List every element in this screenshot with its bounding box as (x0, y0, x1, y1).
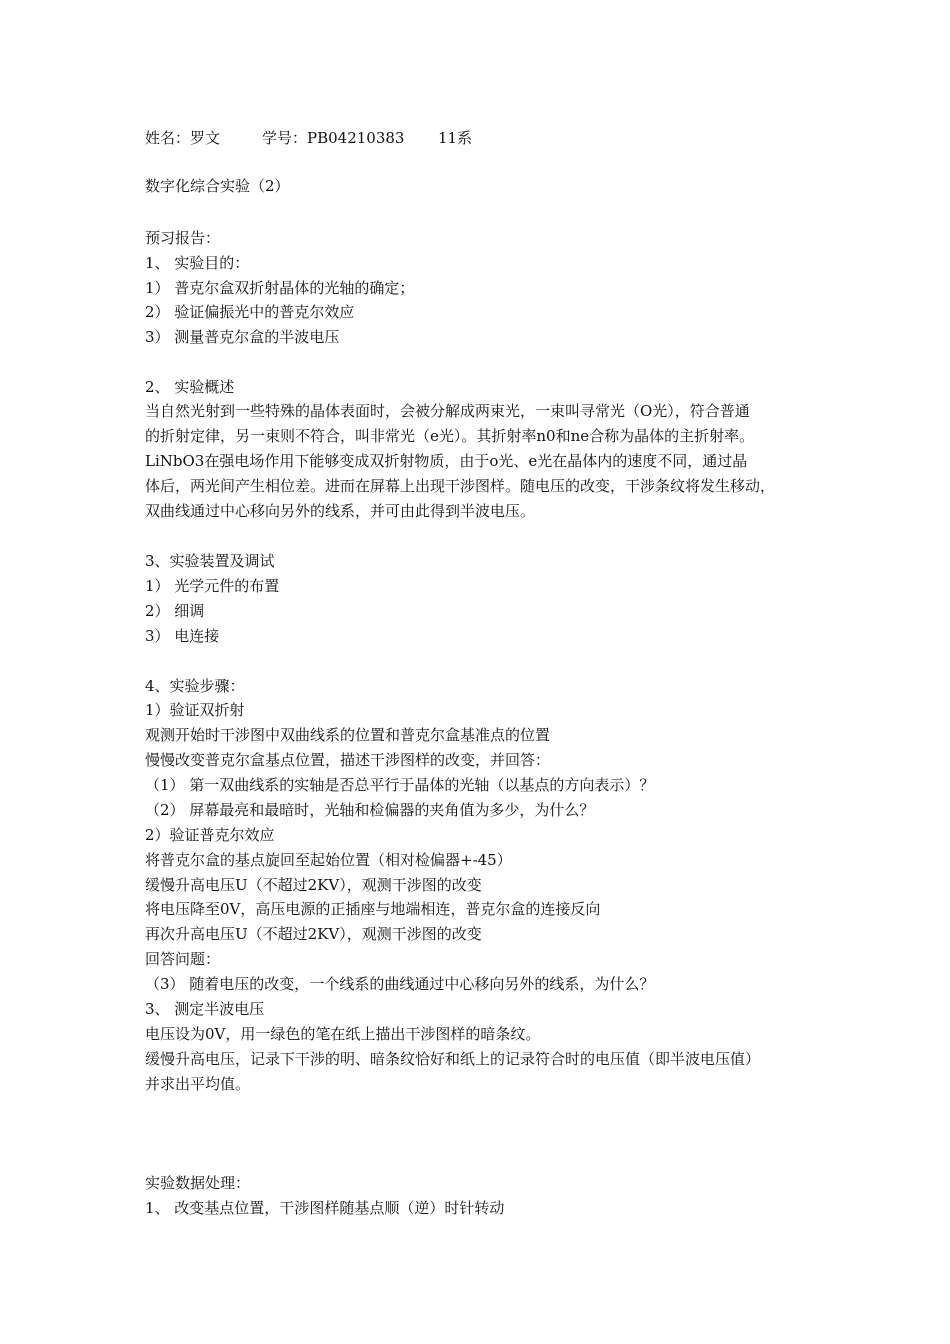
overview-line: 体后，两光间产生相位差。进而在屏幕上出现干涉图样。随电压的改变，干涉条纹将发生移动， (145, 477, 776, 495)
overview-line: 双曲线通过中心移向另外的线系，并可由此得到半波电压。 (145, 502, 536, 520)
setup-item: 3） 电连接 (145, 627, 220, 645)
steps-line: 并求出平均值。 (145, 1075, 251, 1093)
setup-item: 2） 细调 (145, 602, 205, 620)
steps-line: 电压设为0V，用一绿色的笔在纸上描出干涉图样的暗条纹。 (145, 1025, 541, 1043)
preview-heading: 预习报告： (145, 229, 221, 247)
steps-line: 将普克尔盒的基点旋回至起始位置（相对检偏器+-45） (145, 851, 512, 869)
steps-line: 缓慢升高电压，记录下干涉的明、暗条纹恰好和纸上的记录符合时的电压值（即半波电压值） (145, 1050, 761, 1068)
data-processing-heading: 实验数据处理： (145, 1174, 251, 1192)
data-processing-line: 1、 改变基点位置，干涉图样随基点顺（逆）时针转动 (145, 1199, 505, 1217)
steps-heading: 4、实验步骤： (145, 677, 245, 695)
overview-line: 的折射定律，另一束则不符合，叫非常光（e光）。其折射率n0和ne合称为晶体的主折射率。 (145, 427, 755, 445)
student-id: 学号：PB04210383 (262, 129, 405, 147)
purpose-heading: 1、 实验目的： (145, 254, 250, 272)
steps-question: （1） 第一双曲线系的实轴是否总平行于晶体的光轴（以基点的方向表示）？ (145, 776, 655, 794)
steps-line: 缓慢升高电压U（不超过2KV），观测干涉图的改变 (145, 876, 482, 894)
purpose-item: 3） 测量普克尔盒的半波电压 (145, 328, 340, 346)
steps-line: 回答问题： (145, 950, 221, 968)
purpose-item: 1） 普克尔盒双折射晶体的光轴的确定； (145, 279, 415, 297)
overview-heading: 2、 实验概述 (145, 378, 235, 396)
student-name: 姓名：罗文 (145, 129, 221, 147)
steps-line: 1）验证双折射 (145, 701, 245, 719)
overview-line: 当自然光射到一些特殊的晶体表面时，会被分解成两束光，一束叫寻常光（O光），符合普通 (145, 402, 750, 420)
setup-item: 1） 光学元件的布置 (145, 577, 280, 595)
steps-question: （3） 随着电压的改变，一个线系的曲线通过中心移向另外的线系，为什么？ (145, 975, 655, 993)
department: 11系 (438, 129, 473, 147)
setup-heading: 3、实验装置及调试 (145, 552, 275, 570)
steps-line: 再次升高电压U（不超过2KV），观测干涉图的改变 (145, 925, 482, 943)
steps-line: 将电压降至0V，高压电源的正插座与地端相连，普克尔盒的连接反向 (145, 900, 601, 918)
overview-line: LiNbO3在强电场作用下能够变成双折射物质，由于o光、e光在晶体内的速度不同，通过晶 (145, 452, 748, 470)
steps-line: 3、 测定半波电压 (145, 1000, 265, 1018)
document-title: 数字化综合实验（2） (145, 177, 290, 195)
steps-question: （2） 屏幕最亮和最暗时，光轴和检偏器的夹角值为多少，为什么？ (145, 801, 595, 819)
steps-line: 2）验证普克尔效应 (145, 826, 275, 844)
purpose-item: 2） 验证偏振光中的普克尔效应 (145, 303, 355, 321)
steps-line: 观测开始时干涉图中双曲线系的位置和普克尔盒基准点的位置 (145, 726, 551, 744)
steps-line: 慢慢改变普克尔盒基点位置，描述干涉图样的改变，并回答： (145, 751, 551, 769)
